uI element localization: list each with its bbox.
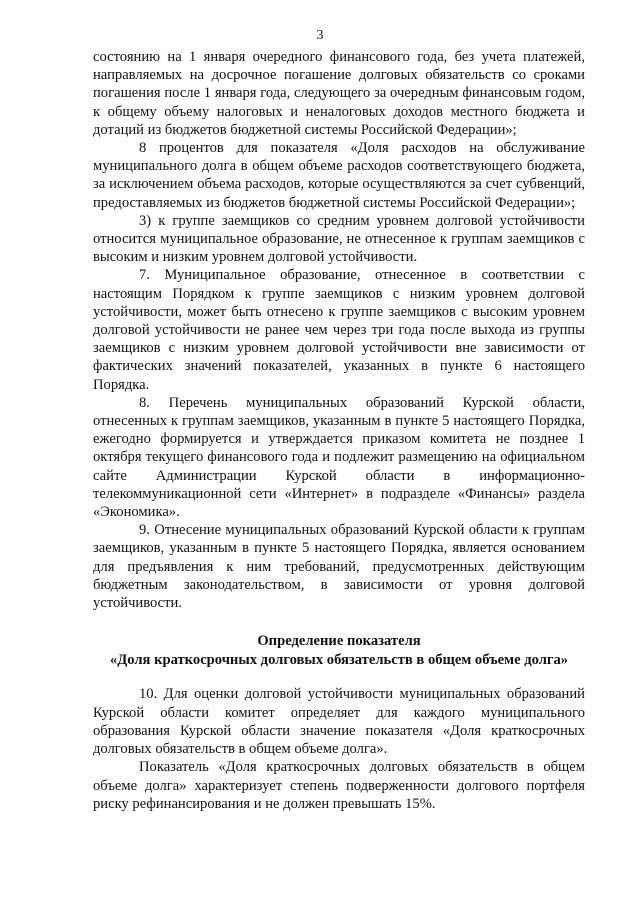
- paragraph-8: 8. Перечень муниципальных образований Курской области, отнесенных к группам заемщиков, указанным в пункте 5 настоящего Порядка, ежегодно формируется и утверждается приказом комитета не позднее 1 октября текущего финансового года и подлежит размещению на официальном сайте Администрации Курской области в информационно-телекоммуникационной сети «Интернет» в подразделе «Финансы» раздела «Экономика».: [93, 394, 585, 521]
- document-body: [93, 48, 585, 813]
- paragraph-10: 10. Для оценки долговой устойчивости муниципальных образований Курской области комитет определяет для каждого муниципального образования Курской области значение показателя «Доля краткосрочных долговых обязательств в общем объеме долга».: [93, 686, 585, 758]
- paragraph-item-3: 3) к группе заемщиков со средним уровнем долговой устойчивости относится муниципальное образование, не отнесенное к группам заемщиков с высоким и низким уровнем долговой устойчивости.: [93, 212, 585, 266]
- section-heading-line-2: «Доля краткосрочных долговых обязательств в общем объеме долга»: [109, 651, 569, 668]
- paragraph-9: 9. Отнесение муниципальных образований Курской области к группам заемщиков, указанным в пункте 5 настоящего Порядка, является основанием для предъявления к ним требований, предусмотренных действующим бюджетным законодательством, в зависимости от уровня долговой устойчивости.: [93, 522, 585, 612]
- paragraph-8-percent: 8 процентов для показателя «Доля расходов на обслуживание муниципального долга в общем объеме расходов соответствующего бюджета, за исключением объема расходов, которые осуществляются за счет субвенций, предоставляемых из бюджетов бюджетной системы Российской Федерации»;: [93, 140, 585, 211]
- section-heading: [93, 632, 585, 669]
- paragraph-7: 7. Муниципальное образование, отнесенное в соответствии с настоящим Порядком к группе заемщиков с низким уровнем долговой устойчивости, может быть отнесено к группе заемщиков с высоким уровнем долговой устойчивости не ранее чем через три года после выхода из группы заемщиков с низким уровнем долговой устойчивости вне зависимости от фактических значений показателей, указанных в пункте 6 настоящего Порядка.: [93, 267, 585, 393]
- section-heading-line-1: Определение показателя: [257, 633, 421, 650]
- paragraph-continuation: состоянию на 1 января очередного финансового года, без учета платежей, направляемых на досрочное погашение долговых обязательств со сроками погашения после 1 января года, следующего за очередным финансовым годом, к общему объему налоговых и неналоговых доходов местного бюджета и дотаций из бюджетов бюджетной системы Российской Федерации»;: [93, 49, 585, 138]
- paragraph-indicator-description: Показатель «Доля краткосрочных долговых обязательств в общем объеме долга» характеризует степень подверженности долгового портфеля риску рефинансирования и не должен превышать 15%.: [93, 759, 585, 812]
- page-number: 3: [316, 28, 324, 43]
